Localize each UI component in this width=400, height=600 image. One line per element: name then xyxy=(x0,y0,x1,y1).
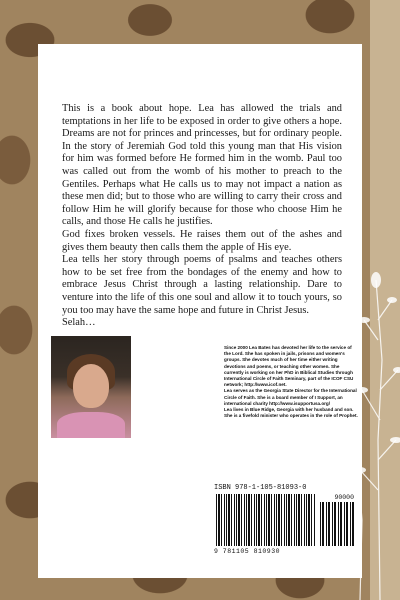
bio-paragraph-3: Lea lives in Blue Ridge, Georgia with her husband and son. She is a fivefold minister who operates in the role of Prophet. xyxy=(224,407,358,419)
blurb xyxy=(62,103,342,330)
bio-paragraph-1: Since 2000 Lea Bates has devoted her life to the service of the Lord. She has spoken in jails, prisons and women's groups. She devotes much of her time either writing devotions and poems, or teaching other women. She currently is working on her PhD in Biblical Studies through International Circle of Faith Seminary, part of the ICOF CSU network; http://www.icof.net. xyxy=(224,345,354,388)
blurb-paragraph-1: This is a book about hope. Lea has allowed the trials and temptations in her life to be exposed in order to give others a hope. Dreams are not for princes and princesses, but for ordinary people. In the story of Jeremiah God told this young man that His vision for him was formed before He formed him in the womb. Paul too was called out from the womb of his mother to preach to the Gentiles. Perhaps what He calls us to may not impact a nation as these men did; but to those who are willing to carry their cross and follow Him he will glorify because for those who choose Him he calls, and those He calls he justifies. xyxy=(62,103,342,228)
author-photo xyxy=(51,336,131,438)
author-bio xyxy=(224,345,358,419)
barcode-digits: 9 781105 810930 xyxy=(214,548,281,555)
author-face xyxy=(73,364,109,408)
isbn-label: ISBN 978-1-105-81093-0 xyxy=(214,484,307,492)
author-shirt xyxy=(57,412,125,438)
blurb-paragraph-2: God fixes broken vessels. He raises them out of the ashes and gives them beauty then calls them the apple of His eye. xyxy=(62,228,342,253)
blurb-paragraph-3: Lea tells her story through poems of psalms and teaches others how to be set free from the bondages of the enemy and how to embrace Jesus Christ through a lasting relationship. Dare to venture into the life of this one soul and allow it to touch yours, so you too may have the same hope and future in Christ Jesus. xyxy=(62,254,342,316)
price-code: 90000 xyxy=(334,494,354,501)
price-barcode-bars xyxy=(320,502,354,546)
isbn-barcode xyxy=(210,482,360,560)
blurb-closing: Selah… xyxy=(62,317,96,329)
barcode-bars xyxy=(216,494,316,546)
bio-paragraph-2: Lea serves as the Georgia State Director for the International Circle of Faith. She is a board member of I Support, an international charity http://www.isupportusa.org/ xyxy=(224,388,357,406)
